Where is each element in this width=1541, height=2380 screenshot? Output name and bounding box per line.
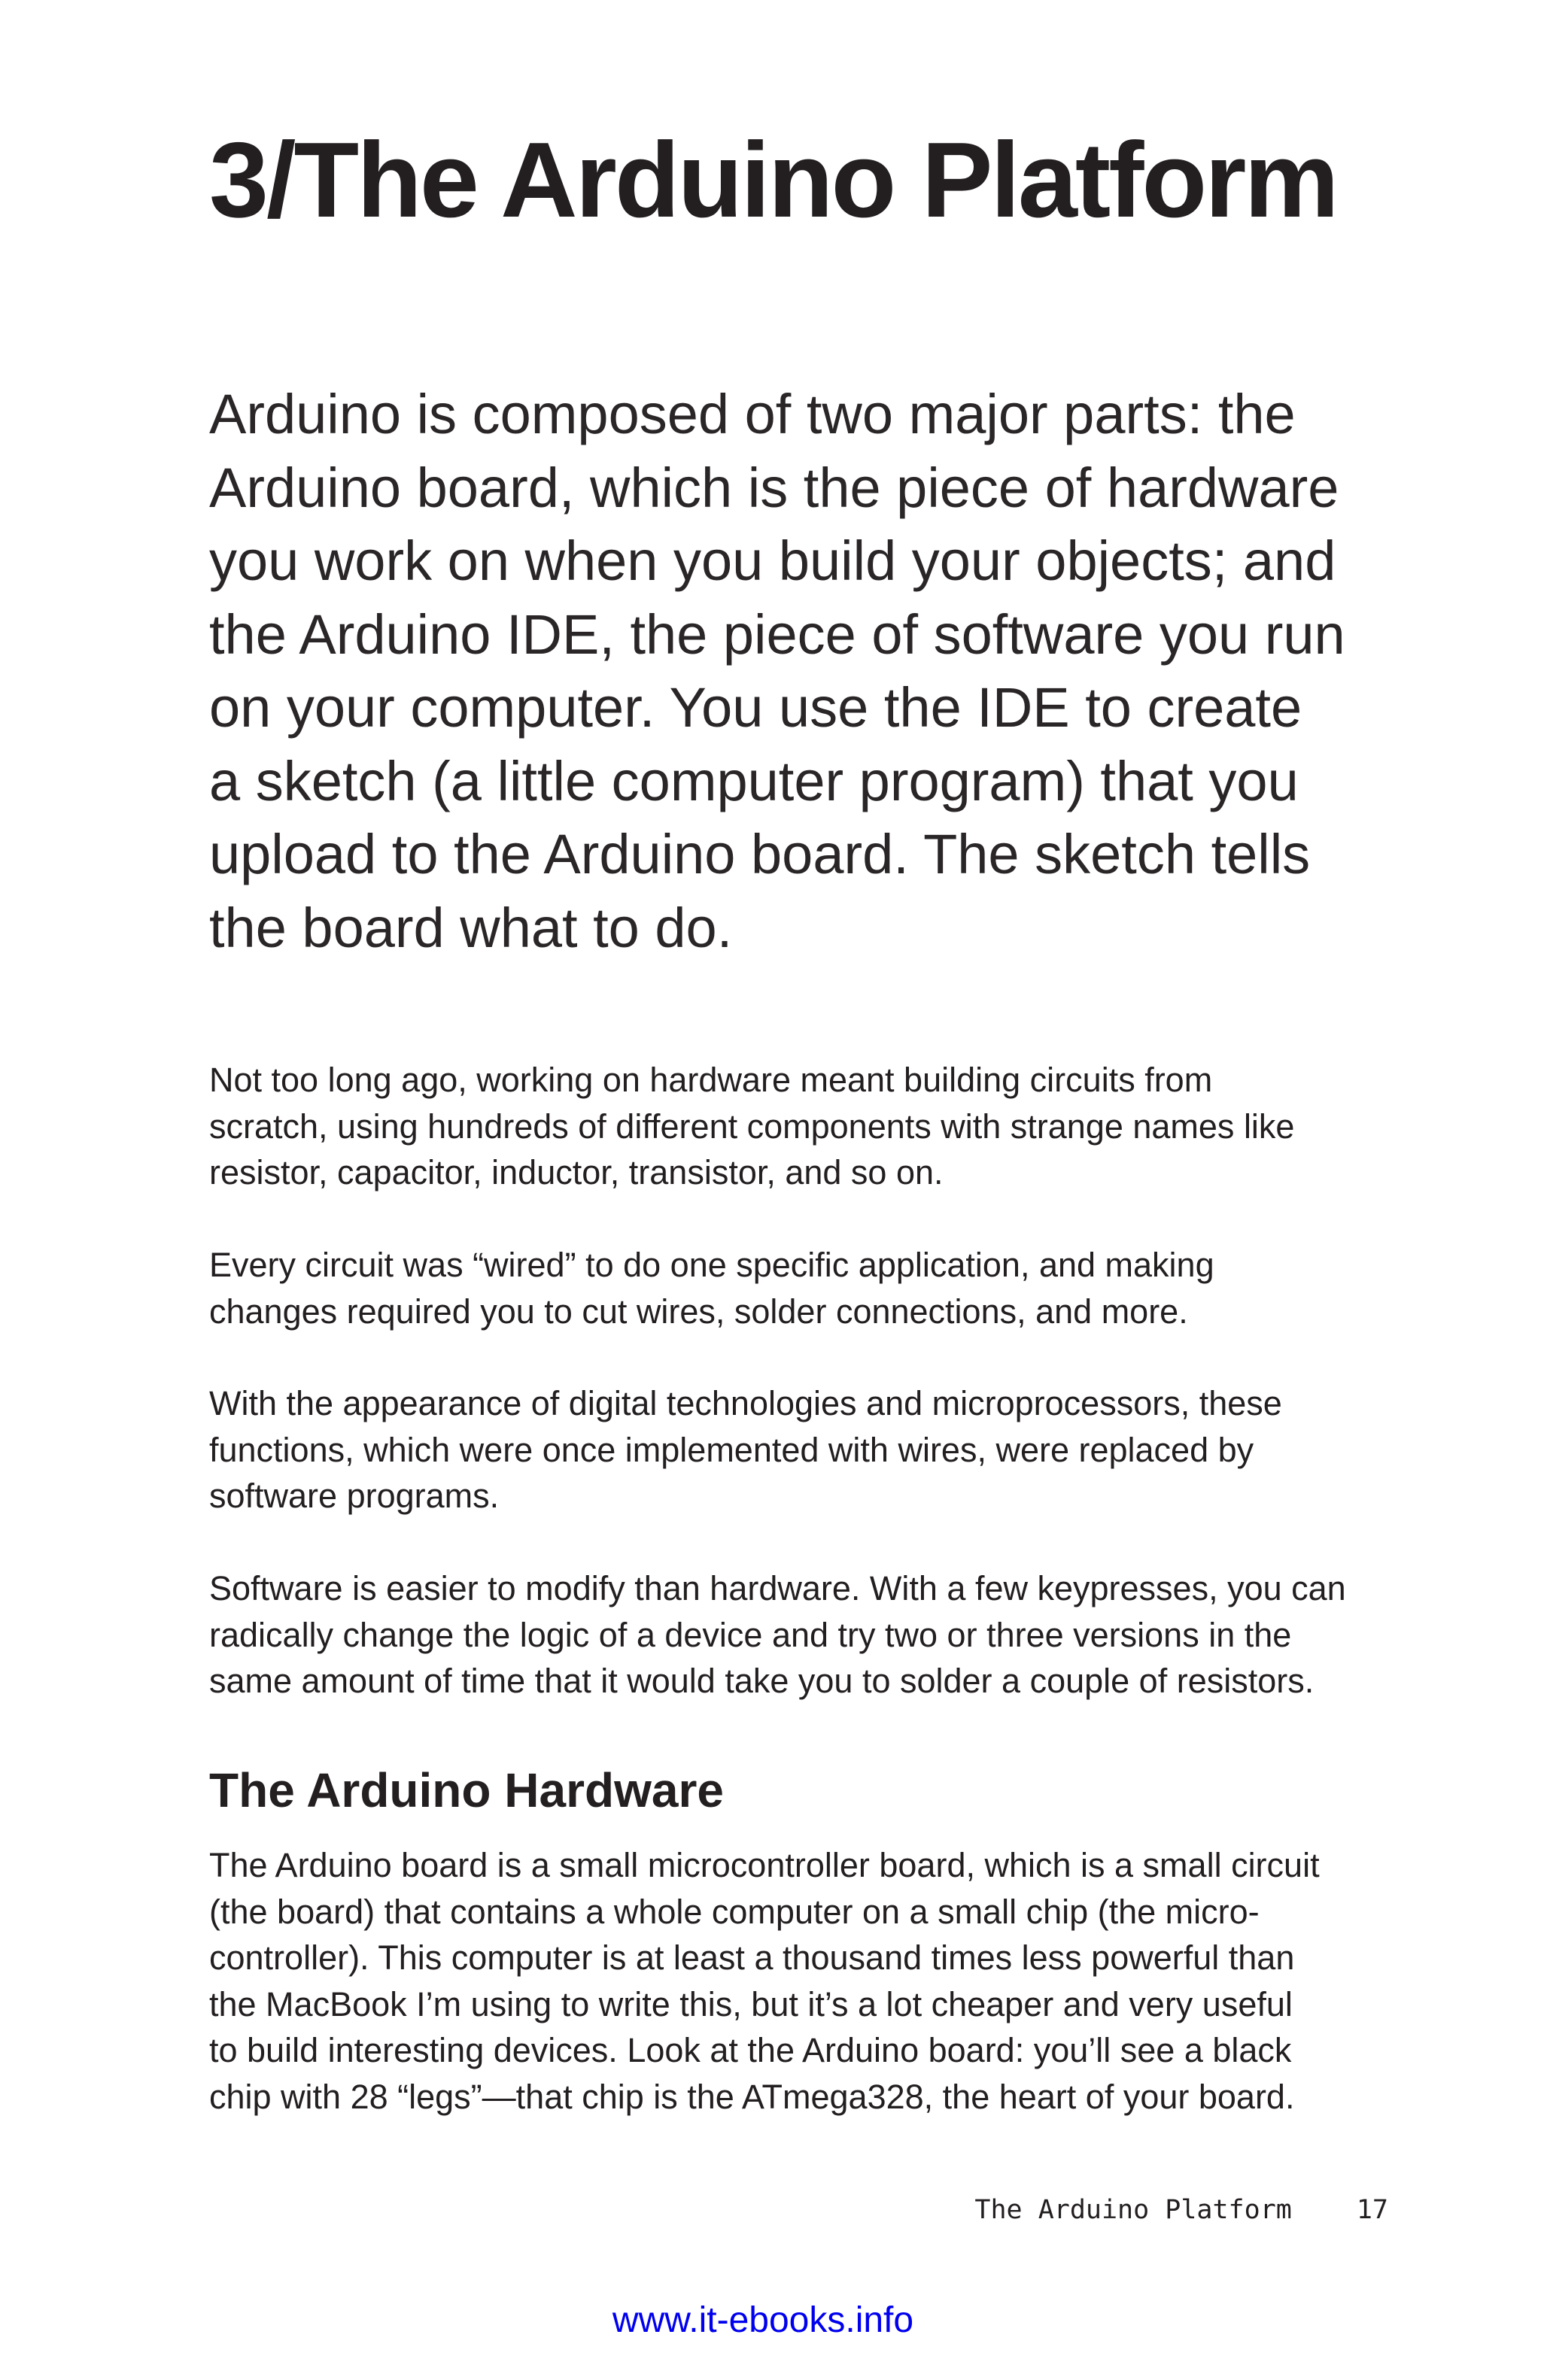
text-line: Every circuit was “wired” to do one specific application, and making xyxy=(209,1246,1214,1284)
lead-line: upload to the Arduino board. The sketch tells xyxy=(209,823,1311,885)
text-line: same amount of time that it would take you to solder a couple of resistors. xyxy=(209,1662,1315,1701)
text-line: Not too long ago, working on hardware meant building circuits from xyxy=(209,1061,1213,1099)
watermark-link[interactable]: www.it-ebooks.info xyxy=(612,2300,914,2340)
lead-line: you work on when you build your objects; and xyxy=(209,530,1336,592)
chapter-title: 3/The Arduino Platform xyxy=(209,120,1337,240)
text-line: scratch, using hundreds of different components with strange names like xyxy=(209,1107,1295,1146)
body-paragraph xyxy=(209,1242,1214,1334)
body-paragraph xyxy=(209,1057,1294,1196)
section-paragraph xyxy=(209,1842,1320,2120)
section-heading: The Arduino Hardware xyxy=(209,1763,724,1817)
text-line: the MacBook I’m using to write this, but it’s a lot cheaper and very useful xyxy=(209,1984,1293,2023)
lead-paragraph xyxy=(209,378,1345,964)
lead-line: a sketch (a little computer program) that you xyxy=(209,749,1299,812)
body-paragraph xyxy=(209,1380,1282,1519)
text-line: resistor, capacitor, inductor, transistor, and so on. xyxy=(209,1153,944,1192)
text-line: to build interesting devices. Look at the Arduino board: you’ll see a black xyxy=(209,2031,1292,2070)
lead-line: the Arduino IDE, the piece of software you run xyxy=(209,603,1345,666)
text-line: controller). This computer is at least a thousand times less powerful than xyxy=(209,1938,1295,1978)
text-line: chip with 28 “legs”—that chip is the ATmega328, the heart of your board. xyxy=(209,2077,1295,2116)
page-number: 17 xyxy=(1356,2195,1388,2225)
text-line: With the appearance of digital technologies and microprocessors, these xyxy=(209,1384,1282,1422)
text-line: software programs. xyxy=(209,1477,500,1516)
page-footer xyxy=(974,2193,1388,2227)
text-line: changes required you to cut wires, solder connections, and more. xyxy=(209,1292,1188,1331)
text-line: functions, which were once implemented with wires, were replaced by xyxy=(209,1430,1254,1469)
text-line: radically change the logic of a device and try two or three versions in the xyxy=(209,1615,1292,1654)
lead-line: Arduino board, which is the piece of hardware xyxy=(209,456,1339,519)
text-line: The Arduino board is a small microcontroller board, which is a small circuit xyxy=(209,1846,1320,1884)
running-head: The Arduino Platform xyxy=(974,2195,1292,2225)
text-line: Software is easier to modify than hardware. With a few keypresses, you can xyxy=(209,1569,1346,1607)
body-paragraph xyxy=(209,1565,1346,1705)
lead-line: the board what to do. xyxy=(209,896,733,959)
lead-line: on your computer. You use the IDE to create xyxy=(209,676,1302,739)
lead-line: Arduino is composed of two major parts: the xyxy=(209,383,1296,445)
text-line: (the board) that contains a whole computer on a small chip (the micro- xyxy=(209,1892,1260,1931)
